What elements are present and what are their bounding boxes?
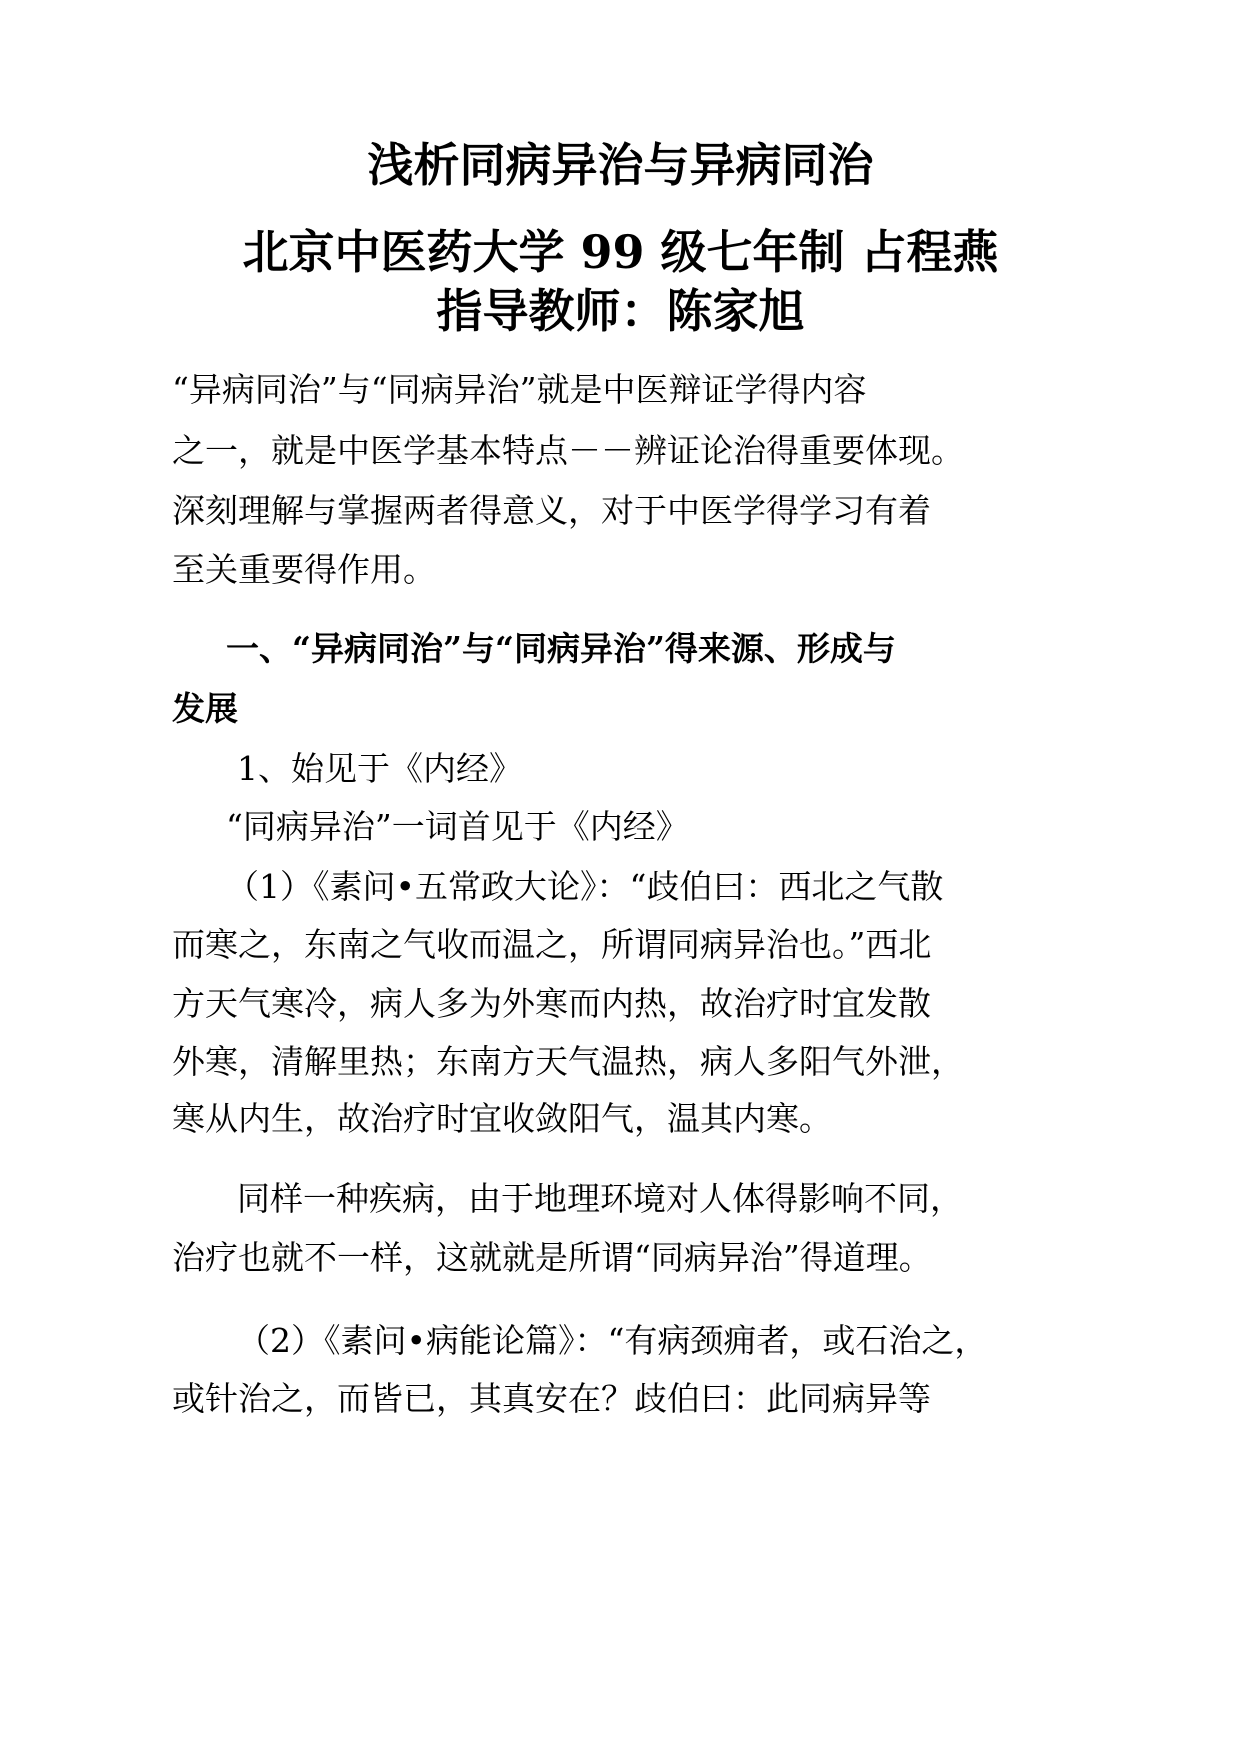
text-line: 深刻理解与掌握两者得意义，对于中医学得学习有着 (172, 491, 931, 530)
text-line: （2）《素问•病能论篇》：“有病颈痈者，或石治之， (237, 1321, 988, 1360)
text-line: 寒从内生，故治疗时宜收敛阳气，温其内寒。 (172, 1099, 832, 1138)
subsection-intro: “同病异治”一词首见于《内经》 (226, 807, 689, 846)
text-line: 而寒之，东南之气收而温之，所谓同病异治也。”西北 (172, 925, 932, 964)
text-line: 方天气寒冷，病人多为外寒而内热，故治疗时宜发散 (172, 984, 931, 1023)
text-line: 之一，就是中医学基本特点－－辨证论治得重要体现。 (172, 431, 964, 470)
text-line: （1）《素问•五常政大论》：“歧伯曰：西北之气散 (226, 867, 944, 906)
heading-line: 发展 (172, 689, 238, 728)
author-line: 北京中医药大学 99 级七年制 占程燕 (242, 225, 999, 279)
text-line: 治疗也就不一样，这就就是所谓“同病异治”得道理。 (172, 1238, 932, 1277)
document-title: 浅析同病异治与异病同治 (367, 138, 874, 192)
advisor-line: 指导教师：陈家旭 (436, 284, 805, 338)
heading-line: 一、“异病同治”与“同病异治”得来源、形成与 (226, 629, 896, 668)
text-line: 外寒，清解里热；东南方天气温热，病人多阳气外泄， (172, 1042, 964, 1081)
subsection-title: 1、始见于《内经》 (237, 749, 522, 788)
text-line: 至关重要得作用。 (172, 550, 436, 589)
text-line: 或针治之，而皆已，其真安在？歧伯曰：此同病异等 (172, 1379, 931, 1418)
text-line: “异病同治”与“同病异治”就是中医辩证学得内容 (172, 370, 867, 409)
text-line: 同样一种疾病，由于地理环境对人体得影响不同， (237, 1179, 963, 1218)
